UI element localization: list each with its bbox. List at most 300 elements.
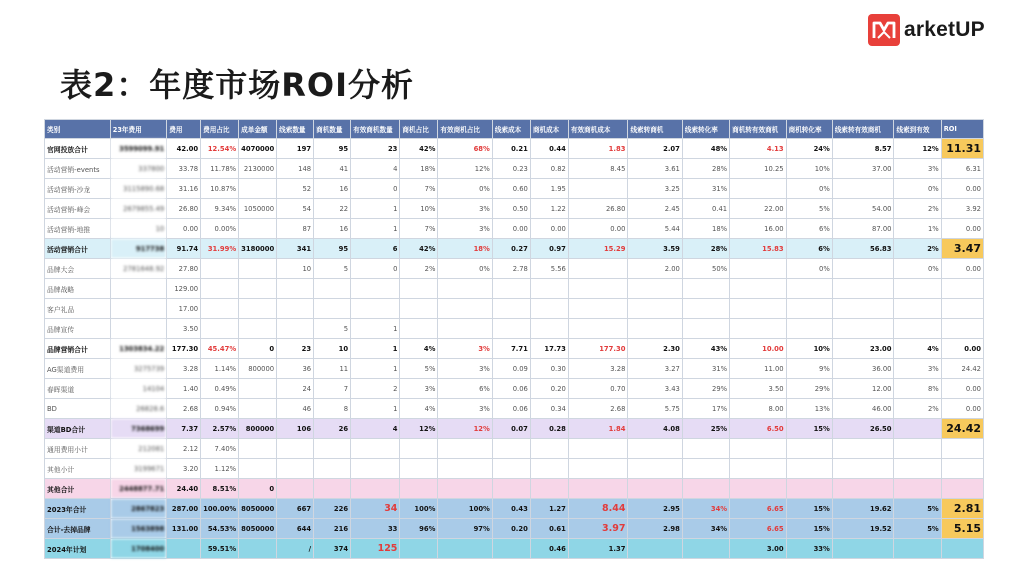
table-cell: 4.08 <box>628 419 682 439</box>
table-cell <box>400 539 438 559</box>
table-cell: 0.94% <box>201 399 239 419</box>
table-cell <box>239 379 277 399</box>
table-cell: 8% <box>894 379 941 399</box>
table-cell: 4% <box>894 339 941 359</box>
column-header: 费用 <box>167 120 201 139</box>
table-cell: 7% <box>400 179 438 199</box>
table-cell: 12% <box>438 159 492 179</box>
table-cell: 100% <box>400 499 438 519</box>
table-cell: 15% <box>786 419 832 439</box>
table-cell <box>730 259 787 279</box>
table-cell <box>568 179 628 199</box>
table-cell: 59.51% <box>201 539 239 559</box>
table-cell: 0.28 <box>530 419 568 439</box>
table-cell: 11.31 <box>941 139 983 159</box>
table-cell: 2% <box>894 239 941 259</box>
table-cell: 3.59 <box>628 239 682 259</box>
table-cell: 2 <box>351 379 400 399</box>
table-cell <box>941 279 983 299</box>
table-cell <box>530 299 568 319</box>
table-cell: 3.50 <box>167 319 201 339</box>
table-cell: 97% <box>438 519 492 539</box>
table-cell <box>314 479 351 499</box>
table-cell: 1.84 <box>568 419 628 439</box>
table-cell: 5% <box>894 499 941 519</box>
row-category: 2024年计划 <box>45 539 111 559</box>
table-cell: 177.30 <box>568 339 628 359</box>
table-cell: 1 <box>351 399 400 419</box>
table-cell <box>277 279 314 299</box>
table-row <box>45 479 984 499</box>
table-cell: 3.50 <box>730 379 787 399</box>
table-cell: 7.40% <box>201 439 239 459</box>
table-cell <box>492 479 530 499</box>
table-cell <box>894 459 941 479</box>
table-cell: 1.95 <box>530 179 568 199</box>
table-cell: 0.06 <box>492 379 530 399</box>
table-cell: 6.31 <box>941 159 983 179</box>
table-cell <box>438 279 492 299</box>
column-header: 商机成本 <box>530 120 568 139</box>
column-header: 线索转化率 <box>682 120 729 139</box>
table-cell: 96% <box>400 519 438 539</box>
table-cell: 287.00 <box>167 499 201 519</box>
table-cell <box>438 459 492 479</box>
table-cell <box>438 539 492 559</box>
column-header: 23年费用 <box>110 120 167 139</box>
table-row <box>45 239 984 259</box>
table-cell: 0.00 <box>941 259 983 279</box>
table-cell: 11 <box>314 359 351 379</box>
table-cell: 1563898 <box>110 519 167 539</box>
table-cell: 91.74 <box>167 239 201 259</box>
table-cell: 6 <box>351 239 400 259</box>
table-cell <box>110 299 167 319</box>
table-cell: 148 <box>277 159 314 179</box>
table-cell <box>628 319 682 339</box>
table-cell: 0.06 <box>492 399 530 419</box>
table-cell: 26.50 <box>832 419 894 439</box>
table-cell: 6.50 <box>730 419 787 439</box>
table-cell: 7.37 <box>167 419 201 439</box>
table-cell: 36.00 <box>832 359 894 379</box>
table-cell: 3% <box>438 399 492 419</box>
table-cell: 0 <box>351 179 400 199</box>
column-header: 费用占比 <box>201 120 239 139</box>
table-cell <box>438 439 492 459</box>
table-cell <box>110 319 167 339</box>
table-cell: 33.78 <box>167 159 201 179</box>
table-cell <box>682 279 729 299</box>
table-cell: 95 <box>314 139 351 159</box>
table-cell: 667 <box>277 499 314 519</box>
table-cell: 2% <box>894 199 941 219</box>
table-cell <box>894 539 941 559</box>
table-cell: 31.16 <box>167 179 201 199</box>
table-cell <box>438 319 492 339</box>
table-cell <box>492 299 530 319</box>
table-cell: 2.68 <box>167 399 201 419</box>
table-row <box>45 199 984 219</box>
table-cell <box>314 299 351 319</box>
table-cell <box>568 299 628 319</box>
page-title: 表2：年度市场ROI分析 <box>60 66 415 104</box>
table-cell <box>239 219 277 239</box>
table-cell: 125 <box>351 539 400 559</box>
table-cell <box>682 539 729 559</box>
table-cell <box>628 279 682 299</box>
table-cell: 100.00% <box>201 499 239 519</box>
table-cell: 0.82 <box>530 159 568 179</box>
table-cell: 68% <box>438 139 492 159</box>
table-cell <box>730 319 787 339</box>
table-cell: 337800 <box>110 159 167 179</box>
table-cell: 1303834.22 <box>110 339 167 359</box>
table-cell <box>832 179 894 199</box>
table-cell: 0 <box>351 259 400 279</box>
table-cell <box>239 299 277 319</box>
table-cell <box>832 439 894 459</box>
row-category: 其他合计 <box>45 479 111 499</box>
table-cell <box>110 279 167 299</box>
table-cell: 0.00 <box>568 219 628 239</box>
table-cell <box>201 299 239 319</box>
table-cell: 2.45 <box>628 199 682 219</box>
table-row <box>45 419 984 439</box>
table-cell: 10.25 <box>730 159 787 179</box>
table-cell: 3% <box>438 359 492 379</box>
table-cell: 341 <box>277 239 314 259</box>
table-cell <box>530 319 568 339</box>
table-cell: 87.00 <box>832 219 894 239</box>
table-cell: 2.30 <box>628 339 682 359</box>
table-cell: 10.87% <box>201 179 239 199</box>
table-cell: 26 <box>314 419 351 439</box>
table-cell: 19.62 <box>832 499 894 519</box>
table-cell: 0.00 <box>530 219 568 239</box>
table-cell: 3599099.91 <box>110 139 167 159</box>
table-cell: 3199671 <box>110 459 167 479</box>
table-cell: 0.60 <box>492 179 530 199</box>
table-cell <box>786 319 832 339</box>
table-cell: 9.34% <box>201 199 239 219</box>
table-cell <box>492 539 530 559</box>
table-cell <box>941 479 983 499</box>
table-cell: 6.65 <box>730 519 787 539</box>
table-row <box>45 499 984 519</box>
table-cell: 46 <box>277 399 314 419</box>
table-cell <box>438 479 492 499</box>
table-cell: 0.00 <box>492 219 530 239</box>
table-cell: 12% <box>400 419 438 439</box>
table-cell <box>682 459 729 479</box>
table-cell: 3.47 <box>941 239 983 259</box>
table-cell: 2.98 <box>628 519 682 539</box>
table-cell <box>832 479 894 499</box>
table-cell: 22 <box>314 199 351 219</box>
table-cell: 12% <box>894 139 941 159</box>
table-cell: 0.46 <box>530 539 568 559</box>
table-cell: 2% <box>894 399 941 419</box>
table-cell <box>894 439 941 459</box>
table-cell: 10% <box>786 159 832 179</box>
table-cell: 7 <box>314 379 351 399</box>
table-cell: 0.00% <box>201 219 239 239</box>
table-cell: 34 <box>351 499 400 519</box>
table-cell: 1.12% <box>201 459 239 479</box>
column-header: ROI <box>941 120 983 139</box>
table-cell: 4070000 <box>239 139 277 159</box>
table-cell: 6.65 <box>730 499 787 519</box>
table-row <box>45 399 984 419</box>
table-cell <box>492 319 530 339</box>
table-cell: 1.83 <box>568 139 628 159</box>
table-cell: 18% <box>438 239 492 259</box>
table-cell: 6% <box>438 379 492 399</box>
table-cell: 0.20 <box>530 379 568 399</box>
table-cell: 3180000 <box>239 239 277 259</box>
table-cell: 2.07 <box>628 139 682 159</box>
table-cell <box>277 439 314 459</box>
table-cell <box>201 279 239 299</box>
table-cell <box>628 459 682 479</box>
table-cell: 3.28 <box>568 359 628 379</box>
table-cell: 54.53% <box>201 519 239 539</box>
table-cell: 3.00 <box>730 539 787 559</box>
table-cell <box>628 299 682 319</box>
table-row <box>45 219 984 239</box>
table-cell: 0% <box>438 259 492 279</box>
table-cell: 31.99% <box>201 239 239 259</box>
table-header-row <box>45 120 984 139</box>
table-cell <box>239 439 277 459</box>
table-cell <box>568 459 628 479</box>
table-cell <box>568 279 628 299</box>
table-cell: 644 <box>277 519 314 539</box>
table-cell: 23 <box>277 339 314 359</box>
table-cell: 1.37 <box>568 539 628 559</box>
table-cell: 7% <box>400 219 438 239</box>
table-cell: 17.73 <box>530 339 568 359</box>
table-cell <box>201 259 239 279</box>
table-cell: 29% <box>682 379 729 399</box>
table-cell: 917738 <box>110 239 167 259</box>
table-cell: 24% <box>786 139 832 159</box>
table-cell: 3.43 <box>628 379 682 399</box>
table-cell: 0.27 <box>492 239 530 259</box>
table-cell: 0.09 <box>492 359 530 379</box>
table-cell: 10 <box>277 259 314 279</box>
marketup-logo-icon <box>868 14 900 46</box>
table-cell: 31% <box>682 359 729 379</box>
table-cell: 52 <box>277 179 314 199</box>
table-cell <box>832 459 894 479</box>
table-cell: 15% <box>786 499 832 519</box>
row-category: 品牌战略 <box>45 279 111 299</box>
table-cell: 2130000 <box>239 159 277 179</box>
table-cell <box>730 459 787 479</box>
table-cell: 11.00 <box>730 359 787 379</box>
row-category: 活动营销合计 <box>45 239 111 259</box>
table-cell <box>568 479 628 499</box>
table-cell: 3.97 <box>568 519 628 539</box>
table-cell: 33 <box>351 519 400 539</box>
table-cell: 5.56 <box>530 259 568 279</box>
table-cell: 36 <box>277 359 314 379</box>
table-cell: 800000 <box>239 419 277 439</box>
row-category: 其他小计 <box>45 459 111 479</box>
table-cell: 5 <box>314 259 351 279</box>
table-cell <box>277 479 314 499</box>
table-body <box>45 139 984 559</box>
table-cell <box>786 299 832 319</box>
row-category: 通用费用小计 <box>45 439 111 459</box>
table-cell: 0% <box>786 259 832 279</box>
table-cell <box>941 319 983 339</box>
table-cell: 1050000 <box>239 199 277 219</box>
row-category: 品牌宣传 <box>45 319 111 339</box>
row-category: 活动营销-峰会 <box>45 199 111 219</box>
table-cell: 5.15 <box>941 519 983 539</box>
table-cell: 26.80 <box>568 199 628 219</box>
table-cell: / <box>277 539 314 559</box>
table-cell: 2448877.71 <box>110 479 167 499</box>
table-cell <box>730 439 787 459</box>
row-category: 2023年合计 <box>45 499 111 519</box>
table-cell: 216 <box>314 519 351 539</box>
table-cell: 54.00 <box>832 199 894 219</box>
table-cell <box>314 439 351 459</box>
table-cell: 0.00 <box>941 339 983 359</box>
table-cell: 177.30 <box>167 339 201 359</box>
table-cell <box>351 479 400 499</box>
table-cell: 2867823 <box>110 499 167 519</box>
table-cell <box>492 459 530 479</box>
table-cell: 33% <box>786 539 832 559</box>
table-cell <box>438 299 492 319</box>
table-cell: 24.40 <box>167 479 201 499</box>
table-cell: 3% <box>894 159 941 179</box>
table-cell: 8.45 <box>568 159 628 179</box>
table-cell <box>832 279 894 299</box>
table-cell: 11.78% <box>201 159 239 179</box>
table-cell: 12.54% <box>201 139 239 159</box>
table-cell: 9% <box>786 359 832 379</box>
table-cell <box>832 319 894 339</box>
table-cell <box>351 459 400 479</box>
table-cell <box>492 439 530 459</box>
table-cell <box>832 259 894 279</box>
table-row <box>45 179 984 199</box>
table-cell: 56.83 <box>832 239 894 259</box>
table-cell: 10% <box>786 339 832 359</box>
table-cell: 3% <box>400 379 438 399</box>
table-cell: 0 <box>239 479 277 499</box>
table-cell <box>492 279 530 299</box>
table-cell <box>239 459 277 479</box>
table-cell <box>894 279 941 299</box>
table-cell: 50% <box>682 259 729 279</box>
table-cell: 0.00 <box>167 219 201 239</box>
table-cell: 42% <box>400 139 438 159</box>
table-cell <box>941 439 983 459</box>
table-cell: 24.42 <box>941 359 983 379</box>
column-header: 线索转商机 <box>628 120 682 139</box>
table-cell: 0.20 <box>492 519 530 539</box>
row-category: 活动营销-地推 <box>45 219 111 239</box>
table-cell <box>400 459 438 479</box>
table-cell: 45.47% <box>201 339 239 359</box>
column-header: 商机转有效商机 <box>730 120 787 139</box>
table-cell: 8050000 <box>239 499 277 519</box>
table-cell: 34% <box>682 499 729 519</box>
table-cell <box>400 319 438 339</box>
table-cell: 3% <box>438 219 492 239</box>
table-cell: 0.41 <box>682 199 729 219</box>
table-cell: 4% <box>400 399 438 419</box>
brand-name: arketUP <box>904 18 985 41</box>
table-cell: 2679855.49 <box>110 199 167 219</box>
table-cell <box>786 459 832 479</box>
table-cell <box>682 319 729 339</box>
table-row <box>45 279 984 299</box>
table-cell: 1 <box>351 339 400 359</box>
table-cell: 0% <box>894 259 941 279</box>
table-cell <box>400 279 438 299</box>
table-cell: 0.07 <box>492 419 530 439</box>
table-cell <box>730 479 787 499</box>
table-cell: 7368699 <box>110 419 167 439</box>
table-cell <box>239 179 277 199</box>
table-cell <box>400 299 438 319</box>
table-row <box>45 539 984 559</box>
table-cell: 17% <box>682 399 729 419</box>
table-cell <box>351 439 400 459</box>
table-cell: 87 <box>277 219 314 239</box>
table-cell: 6% <box>786 239 832 259</box>
table-cell <box>832 299 894 319</box>
table-cell: 48% <box>682 139 729 159</box>
table-cell: 10% <box>400 199 438 219</box>
table-cell <box>682 479 729 499</box>
table-cell <box>239 539 277 559</box>
table-cell <box>894 419 941 439</box>
row-category: 品牌大会 <box>45 259 111 279</box>
table-cell: 2.81 <box>941 499 983 519</box>
column-header: 线索到有效 <box>894 120 941 139</box>
table-cell: 15.83 <box>730 239 787 259</box>
table-cell <box>786 479 832 499</box>
table-cell: 131.00 <box>167 519 201 539</box>
table-cell <box>730 279 787 299</box>
table-cell: 0.00 <box>941 399 983 419</box>
table-cell: 0.70 <box>568 379 628 399</box>
table-row <box>45 459 984 479</box>
table-cell: 8.57 <box>832 139 894 159</box>
table-cell <box>628 479 682 499</box>
table-row <box>45 139 984 159</box>
table-cell: 106 <box>277 419 314 439</box>
table-cell <box>239 259 277 279</box>
table-cell: 2.00 <box>628 259 682 279</box>
column-header: 有效商机占比 <box>438 120 492 139</box>
row-category: 官网投放合计 <box>45 139 111 159</box>
table-cell: 4% <box>400 339 438 359</box>
table-cell <box>568 439 628 459</box>
table-cell <box>730 179 787 199</box>
table-cell: 42% <box>400 239 438 259</box>
table-cell: 1.40 <box>167 379 201 399</box>
